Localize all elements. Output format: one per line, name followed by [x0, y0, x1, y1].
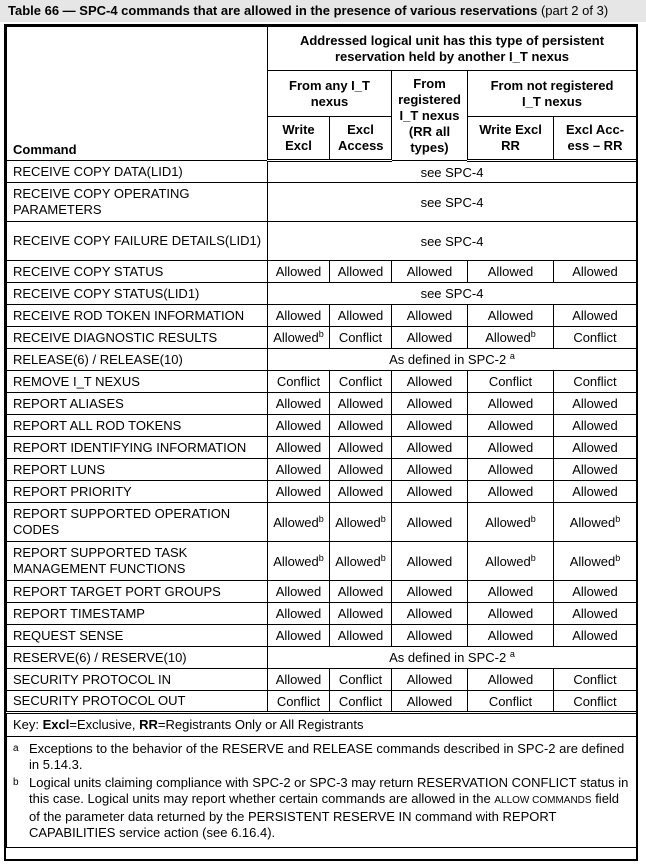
merged-value-text: see SPC-4 — [420, 194, 484, 210]
value-cell — [268, 371, 330, 393]
footnote-b — [13, 775, 630, 841]
footnotes — [7, 737, 637, 848]
table-row — [7, 481, 637, 503]
value-cell — [468, 327, 554, 349]
value-text: Allowed — [406, 418, 453, 433]
value-cell — [268, 581, 330, 603]
value-text: Allowed — [273, 553, 319, 569]
table-row — [7, 222, 637, 261]
command-cell: RELEASE(6) / RELEASE(10) — [7, 349, 268, 371]
value-cell — [268, 459, 330, 481]
value-text: Allowed — [275, 418, 322, 433]
value-text: Allowed — [406, 693, 453, 709]
command-cell: RESERVE(6) / RESERVE(10) — [7, 647, 268, 669]
value-cell — [330, 459, 392, 481]
value-text: Allowed — [485, 553, 531, 569]
command-cell: REPORT IDENTIFYING INFORMATION — [7, 437, 268, 459]
value-cell — [554, 459, 637, 481]
command-cell: RECEIVE COPY STATUS(LID1) — [7, 283, 268, 305]
value-text: Allowed — [273, 514, 319, 530]
footnote-ref: a — [509, 649, 515, 659]
value-text: Conflict — [276, 693, 321, 709]
value-text: Allowed — [273, 330, 319, 345]
value-text: Allowed — [406, 628, 453, 643]
value-text: Conflict — [573, 374, 617, 389]
command-cell: REPORT ALIASES — [7, 393, 268, 415]
value-cell — [554, 542, 637, 581]
value-cell — [330, 669, 392, 691]
table-row — [7, 669, 637, 691]
value-cell — [330, 603, 392, 625]
value-cell — [392, 542, 468, 581]
value-cell — [468, 261, 554, 283]
footnote-ref: b — [530, 329, 536, 339]
value-text: Allowed — [487, 484, 534, 499]
command-cell: RECEIVE DIAGNOSTIC RESULTS — [7, 327, 268, 349]
key-excl-def: =Exclusive, — [69, 717, 140, 732]
table-row — [7, 542, 637, 581]
command-cell: RECEIVE COPY FAILURE DETAILS(LID1) — [7, 222, 268, 261]
value-cell — [468, 542, 554, 581]
value-cell — [330, 393, 392, 415]
value-cell — [392, 481, 468, 503]
table-row — [7, 415, 637, 437]
value-cell — [468, 603, 554, 625]
footnote-ref: b — [318, 552, 324, 563]
table-row — [7, 459, 637, 481]
command-cell: REPORT ALL ROD TOKENS — [7, 415, 268, 437]
value-cell — [392, 305, 468, 327]
value-cell — [268, 327, 330, 349]
value-text: Conflict — [573, 672, 617, 687]
value-cell — [392, 503, 468, 542]
command-cell: REPORT SUPPORTED OPERATION CODES — [7, 503, 268, 542]
value-text: Allowed — [335, 514, 381, 530]
value-text: Conflict — [573, 693, 617, 709]
value-cell — [392, 261, 468, 283]
value-text: Allowed — [572, 584, 618, 599]
value-cell — [554, 437, 637, 459]
command-cell: SECURITY PROTOCOL IN — [7, 669, 268, 691]
value-text: Allowed — [337, 462, 384, 477]
value-cell — [392, 459, 468, 481]
value-text: Allowed — [275, 462, 322, 477]
table-caption-part: (part 2 of 3) — [540, 3, 609, 18]
value-cell — [330, 415, 392, 437]
value-text: Allowed — [572, 628, 618, 643]
value-cell — [268, 393, 330, 415]
value-cell — [268, 481, 330, 503]
merged-value-cell — [268, 349, 637, 371]
value-text: Allowed — [337, 418, 384, 433]
command-cell: RECEIVE ROD TOKEN INFORMATION — [7, 305, 268, 327]
reservation-group-header: Addressed logical unit has this type of persistent reservation held by another I_T nexus — [268, 27, 637, 71]
value-text: Allowed — [406, 330, 453, 345]
value-text: Allowed — [275, 440, 322, 455]
table-row — [7, 327, 637, 349]
value-cell — [392, 691, 468, 713]
value-cell — [468, 691, 554, 713]
value-text: Allowed — [487, 672, 534, 687]
value-text: Allowed — [337, 606, 384, 621]
command-cell: REPORT SUPPORTED TASK MANAGEMENT FUNCTIONS — [7, 542, 268, 581]
table-row — [7, 603, 637, 625]
value-text: Allowed — [572, 440, 618, 455]
value-text: Allowed — [406, 584, 453, 599]
value-cell — [554, 503, 637, 542]
table-row — [7, 647, 637, 669]
merged-value-text: As defined in SPC-2 — [389, 650, 507, 665]
footnote-ref: b — [380, 513, 386, 524]
value-cell — [554, 625, 637, 647]
table-row — [7, 625, 637, 647]
value-cell — [554, 669, 637, 691]
value-cell — [330, 542, 392, 581]
value-cell — [554, 305, 637, 327]
value-text: Conflict — [338, 672, 383, 687]
merged-value-cell — [268, 283, 637, 305]
merged-value-cell — [268, 222, 637, 261]
table-row — [7, 305, 637, 327]
value-cell — [468, 459, 554, 481]
value-cell — [268, 691, 330, 713]
table-row — [7, 371, 637, 393]
value-text: Allowed — [487, 264, 534, 279]
value-cell — [268, 437, 330, 459]
value-cell — [392, 393, 468, 415]
value-cell — [268, 625, 330, 647]
footnote-ref: b — [318, 513, 324, 524]
value-cell — [392, 437, 468, 459]
value-text: Allowed — [337, 628, 384, 643]
value-text: Allowed — [487, 462, 534, 477]
value-cell — [392, 371, 468, 393]
value-cell — [268, 542, 330, 581]
command-cell: REQUEST SENSE — [7, 625, 268, 647]
value-cell — [392, 669, 468, 691]
value-text: Allowed — [406, 308, 453, 323]
footnote-ref: b — [318, 329, 324, 339]
table-row — [7, 349, 637, 371]
value-text: Allowed — [406, 462, 453, 477]
value-cell — [392, 603, 468, 625]
command-column-header: Command — [7, 27, 268, 161]
command-cell: REPORT TIMESTAMP — [7, 603, 268, 625]
value-text: Allowed — [487, 628, 534, 643]
value-cell — [554, 371, 637, 393]
footnote-b-mark: b — [13, 777, 19, 788]
value-text: Conflict — [338, 374, 383, 389]
value-cell — [554, 415, 637, 437]
value-cell — [392, 625, 468, 647]
footnote-b-text — [29, 775, 630, 841]
write-excl-rr-header: Write Excl RR — [468, 117, 554, 161]
value-cell — [330, 625, 392, 647]
merged-value-cell — [268, 647, 637, 669]
table-row — [7, 393, 637, 415]
value-text: Allowed — [406, 672, 453, 687]
value-cell — [554, 603, 637, 625]
value-cell — [330, 581, 392, 603]
reservations-table — [6, 26, 637, 848]
value-text: Allowed — [572, 396, 618, 411]
value-cell — [268, 261, 330, 283]
table-row — [7, 161, 637, 183]
value-text: Allowed — [275, 672, 322, 687]
table-row — [7, 691, 637, 713]
value-cell — [330, 305, 392, 327]
value-text: Allowed — [572, 606, 618, 621]
value-text: Allowed — [275, 396, 322, 411]
footnote-b-text-after: field of the parameter data returned by the PERSISTENT RESERVE IN command with REPORT CAPABILITIES service action (see 6.16.4). — [29, 791, 620, 840]
table-row — [7, 183, 637, 222]
footnote-b-field-name: ALLOW COMMANDS — [494, 795, 592, 806]
value-text: Allowed — [487, 440, 534, 455]
value-text: Conflict — [338, 693, 383, 709]
value-cell — [554, 393, 637, 415]
value-cell — [268, 603, 330, 625]
value-cell — [330, 327, 392, 349]
value-text: Allowed — [406, 264, 453, 279]
command-cell: REMOVE I_T NEXUS — [7, 371, 268, 393]
key-excl-term: Excl — [42, 717, 70, 732]
merged-value-cell — [268, 161, 637, 183]
value-text: Allowed — [337, 264, 384, 279]
value-text: Allowed — [569, 553, 616, 569]
value-cell — [330, 437, 392, 459]
value-text: Allowed — [487, 606, 534, 621]
value-text: Allowed — [572, 484, 618, 499]
value-text: Allowed — [337, 484, 384, 499]
merged-value-text: see SPC-4 — [420, 286, 484, 301]
value-text: Allowed — [337, 440, 384, 455]
footnote-a-mark: a — [13, 743, 19, 754]
value-cell — [468, 305, 554, 327]
value-cell — [392, 415, 468, 437]
value-text: Conflict — [338, 330, 383, 345]
any-nexus-header: From any I_T nexus — [268, 71, 392, 117]
value-cell — [268, 305, 330, 327]
value-text: Allowed — [406, 396, 453, 411]
value-text: Allowed — [275, 264, 322, 279]
value-cell — [330, 481, 392, 503]
key-rr-def: =Registrants Only or All Registrants — [157, 717, 364, 732]
excl-access-header: Excl Access — [330, 117, 392, 161]
command-cell: REPORT PRIORITY — [7, 481, 268, 503]
value-cell — [392, 581, 468, 603]
footnote-b-text-before: Logical units claiming compliance with SPC-2 or SPC-3 may return RESERVATION CONFLICT status in this case. Logical units may report whether certain commands are allowed in the — [29, 775, 629, 806]
value-text: Allowed — [406, 484, 453, 499]
value-text: Allowed — [275, 484, 322, 499]
footnote-a-text: Exceptions to the behavior of the RESERVE and RELEASE commands described in SPC-2 are defined in 5.14.3. — [29, 741, 625, 772]
value-cell — [330, 503, 392, 542]
table-row — [7, 581, 637, 603]
footnote-a — [13, 741, 630, 773]
value-cell — [268, 503, 330, 542]
table-row — [7, 503, 637, 542]
value-text: Allowed — [337, 308, 384, 323]
value-text: Conflict — [276, 374, 321, 389]
value-cell — [554, 261, 637, 283]
value-text: Allowed — [275, 584, 322, 599]
command-cell: RECEIVE COPY DATA(LID1) — [7, 161, 268, 183]
value-text: Allowed — [406, 440, 453, 455]
table-caption — [0, 0, 646, 22]
value-text: Allowed — [572, 308, 618, 323]
value-cell — [468, 581, 554, 603]
value-cell — [268, 669, 330, 691]
value-text: Conflict — [488, 693, 533, 709]
merged-value-text: see SPC-4 — [420, 233, 484, 249]
command-cell: SECURITY PROTOCOL OUT — [7, 691, 268, 713]
footnote-ref: b — [615, 513, 621, 524]
value-text: Allowed — [572, 418, 618, 433]
command-cell: REPORT LUNS — [7, 459, 268, 481]
key-row — [7, 713, 637, 737]
table-caption-title: Table 66 — SPC-4 commands that are allowed in the presence of various reservations — [8, 3, 538, 18]
value-text: Allowed — [485, 330, 531, 345]
value-cell — [330, 261, 392, 283]
merged-value-text: As defined in SPC-2 — [389, 352, 507, 367]
table-row — [7, 261, 637, 283]
value-cell — [554, 581, 637, 603]
value-text: Allowed — [485, 514, 531, 530]
footnote-ref: b — [530, 513, 536, 524]
value-cell — [468, 437, 554, 459]
value-text: Allowed — [275, 628, 322, 643]
value-cell — [468, 393, 554, 415]
footnote-ref: b — [530, 552, 536, 563]
value-cell — [468, 503, 554, 542]
value-text: Allowed — [487, 584, 534, 599]
value-text: Conflict — [488, 374, 533, 389]
value-cell — [392, 327, 468, 349]
table-body — [7, 161, 637, 713]
value-cell — [554, 481, 637, 503]
table-row — [7, 437, 637, 459]
value-cell — [268, 415, 330, 437]
write-excl-header: Write Excl — [268, 117, 330, 161]
value-text: Allowed — [275, 308, 322, 323]
value-cell — [468, 625, 554, 647]
value-text: Allowed — [569, 514, 616, 530]
registered-nexus-header: From registered I_T nexus (RR all types) — [392, 71, 468, 161]
merged-value-cell — [268, 183, 637, 222]
value-text: Allowed — [572, 462, 618, 477]
value-cell — [554, 327, 637, 349]
value-cell — [468, 415, 554, 437]
value-text: Allowed — [406, 553, 453, 569]
value-cell — [330, 371, 392, 393]
table-row — [7, 283, 637, 305]
not-registered-nexus-header: From not registered I_T nexus — [468, 71, 637, 117]
value-cell — [468, 669, 554, 691]
value-text: Conflict — [573, 330, 617, 345]
value-text: Allowed — [335, 553, 381, 569]
value-text: Allowed — [487, 418, 534, 433]
value-text: Allowed — [337, 396, 384, 411]
value-text: Allowed — [337, 584, 384, 599]
footnote-ref: a — [509, 351, 515, 361]
value-text: Allowed — [487, 308, 534, 323]
key-prefix: Key: — [13, 717, 43, 732]
merged-value-text: see SPC-4 — [420, 164, 484, 180]
value-text: Allowed — [406, 374, 453, 389]
command-cell: RECEIVE COPY STATUS — [7, 261, 268, 283]
footnote-ref: b — [380, 552, 386, 563]
value-text: Allowed — [406, 514, 453, 530]
command-cell: REPORT TARGET PORT GROUPS — [7, 581, 268, 603]
command-cell: RECEIVE COPY OPERATING PARAMETERS — [7, 183, 268, 222]
footnote-ref: b — [615, 552, 621, 563]
value-text: Allowed — [406, 606, 453, 621]
value-cell — [468, 371, 554, 393]
key-rr-term: RR — [139, 717, 158, 732]
value-cell — [330, 691, 392, 713]
value-cell — [468, 481, 554, 503]
value-text: Allowed — [275, 606, 322, 621]
value-text: Allowed — [487, 396, 534, 411]
excl-access-rr-header: Excl Acc-ess – RR — [554, 117, 637, 161]
value-text: Allowed — [572, 264, 618, 279]
value-cell — [554, 691, 637, 713]
